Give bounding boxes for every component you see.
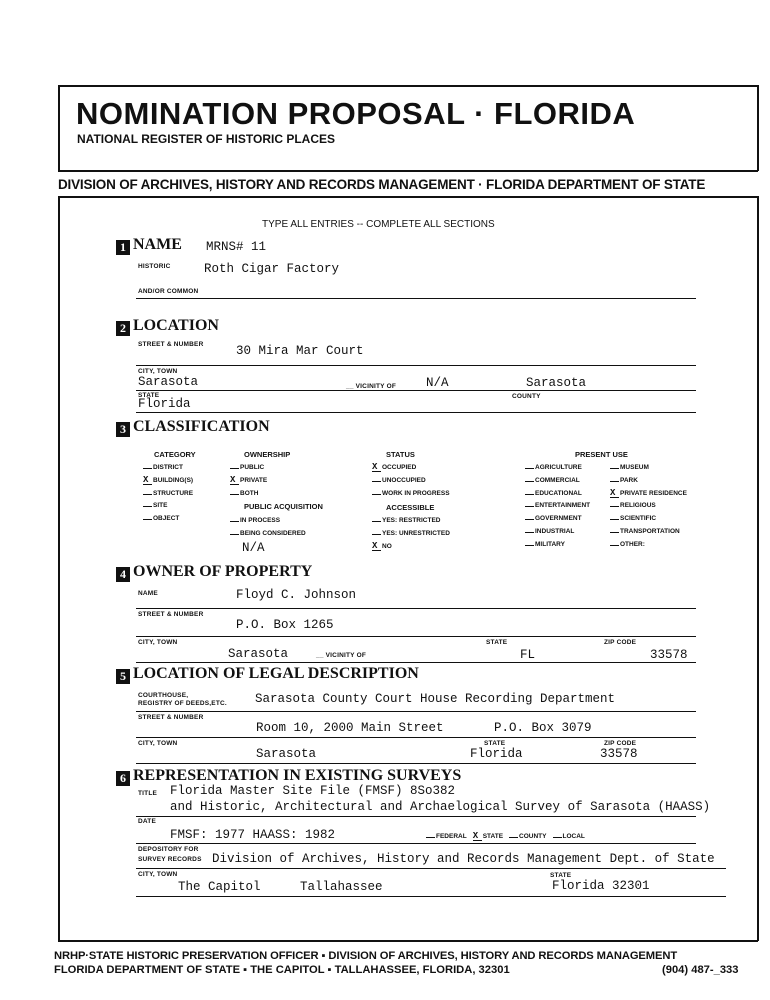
category-option[interactable]: DISTRICT xyxy=(143,462,193,475)
accessible-option[interactable]: X NO xyxy=(372,540,392,551)
depository-label-2: SURVEY RECORDS xyxy=(138,856,202,863)
ownership-option[interactable]: BOTH xyxy=(230,488,267,501)
acquisition-value[interactable]: N/A xyxy=(242,541,265,555)
historic-label: HISTORIC xyxy=(138,263,171,270)
footer-line-1: NRHP·STATE HISTORIC PRESERVATION OFFICER ▪ DIVISION OF ARCHIVES, HISTORY AND RECORDS MANAGEMENT xyxy=(54,950,678,962)
right-border-top xyxy=(757,85,759,171)
section-2-heading xyxy=(116,317,219,336)
owner-zip-label: ZIP CODE xyxy=(604,639,637,646)
survey-city-2[interactable]: Tallahassee xyxy=(300,880,383,894)
ownership-header: OWNERSHIP xyxy=(244,450,291,459)
location-vicinity[interactable]: N/A xyxy=(426,376,449,390)
owner-zip[interactable]: 33578 xyxy=(650,648,688,662)
owner-state-label: STATE xyxy=(486,639,508,646)
category-option[interactable]: STRUCTURE xyxy=(143,488,193,501)
status-header: STATUS xyxy=(386,450,415,459)
legal-pobox[interactable]: P.O. Box 3079 xyxy=(494,721,592,735)
mrns-number: MRNS# 11 xyxy=(206,240,267,254)
section-1-number: 1 xyxy=(116,240,130,255)
owner-state[interactable]: FL xyxy=(520,648,536,662)
section-5-number: 5 xyxy=(116,669,130,684)
survey-title-line-2[interactable]: and Historic, Architectural and Archaelogical Survey of Sarasota (HAASS) xyxy=(170,800,711,814)
survey-level-option[interactable]: FEDERAL xyxy=(426,833,467,841)
survey-state-label: STATE xyxy=(550,872,572,879)
present-use-options-right xyxy=(610,462,687,552)
owner-street-rule xyxy=(136,636,696,637)
form-title: NOMINATION PROPOSAL · FLORIDA xyxy=(76,96,636,131)
category-header: CATEGORY xyxy=(154,450,196,459)
street-label: STREET & NUMBER xyxy=(138,341,204,348)
owner-street[interactable]: P.O. Box 1265 xyxy=(236,618,334,632)
status-option[interactable]: UNOCCUPIED xyxy=(372,475,450,488)
present-use-header: PRESENT USE xyxy=(575,450,628,459)
section-6-number: 6 xyxy=(116,771,130,786)
top-border xyxy=(58,85,758,87)
division-rule-bottom xyxy=(58,196,758,198)
status-option[interactable]: X OCCUPIED xyxy=(372,462,417,472)
legal-street-rule xyxy=(136,737,696,738)
owner-city[interactable]: Sarasota xyxy=(228,647,289,661)
present-use-option[interactable]: RELIGIOUS xyxy=(610,500,687,513)
footer-phone: (904) 487-_333 xyxy=(662,964,739,976)
legal-city[interactable]: Sarasota xyxy=(256,747,317,761)
courthouse[interactable]: Sarasota County Court House Recording Department xyxy=(255,692,616,706)
division-banner: DIVISION OF ARCHIVES, HISTORY AND RECORDS MANAGEMENT · FLORIDA DEPARTMENT OF STATE xyxy=(58,177,706,192)
section-5-heading xyxy=(116,665,419,684)
section-1-heading xyxy=(116,236,182,255)
present-use-option[interactable]: EDUCATIONAL xyxy=(525,488,590,501)
present-use-option[interactable]: AGRICULTURE xyxy=(525,462,590,475)
survey-date[interactable]: FMSF: 1977 HAASS: 1982 xyxy=(170,828,336,842)
footer-line-2: FLORIDA DEPARTMENT OF STATE ▪ THE CAPITOL ▪ TALLAHASSEE, FLORIDA, 32301 xyxy=(54,964,510,976)
legal-street[interactable]: Room 10, 2000 Main Street xyxy=(256,721,444,735)
street-rule xyxy=(136,365,696,366)
section-4-heading xyxy=(116,563,312,582)
category-option[interactable]: SITE xyxy=(143,500,193,513)
owner-vicinity-label: __ VICINITY OF xyxy=(316,652,367,659)
depository[interactable]: Division of Archives, History and Records Management Dept. of State xyxy=(212,852,715,866)
present-use-option[interactable]: ENTERTAINMENT xyxy=(525,500,590,513)
section-2-title: LOCATION xyxy=(133,317,219,334)
survey-title-line-1[interactable]: Florida Master Site File (FMSF) 8So382 xyxy=(170,784,456,798)
acquisition-options xyxy=(230,515,306,541)
accessible-option[interactable]: YES: UNRESTRICTED xyxy=(372,528,450,541)
location-state[interactable]: Florida xyxy=(138,397,191,411)
survey-level-option[interactable]: LOCAL xyxy=(553,833,585,841)
section-6-title: REPRESENTATION IN EXISTING SURVEYS xyxy=(133,767,462,784)
accessible-header: ACCESSIBLE xyxy=(386,503,435,512)
survey-date-label: DATE xyxy=(138,818,157,825)
ownership-option[interactable]: X PRIVATE xyxy=(230,474,268,485)
section-3-number: 3 xyxy=(116,422,130,437)
section-4-title: OWNER OF PROPERTY xyxy=(133,563,313,580)
present-use-options-left xyxy=(525,462,590,552)
survey-title-rule xyxy=(136,816,696,817)
owner-city-rule xyxy=(136,662,696,663)
location-county[interactable]: Sarasota xyxy=(526,376,587,390)
present-use-option[interactable]: X PRIVATE RESIDENCE xyxy=(610,487,687,498)
legal-city-rule xyxy=(136,763,696,764)
bottom-border xyxy=(58,940,758,942)
legal-state[interactable]: Florida xyxy=(470,747,523,761)
courthouse-rule xyxy=(136,711,696,712)
survey-state[interactable]: Florida 32301 xyxy=(552,879,650,893)
present-use-option[interactable]: INDUSTRIAL xyxy=(525,526,590,539)
survey-level-option[interactable]: COUNTY xyxy=(509,833,546,841)
depository-rule xyxy=(136,868,726,869)
common-label: AND/OR COMMON xyxy=(138,288,199,295)
acquisition-option[interactable]: IN PROCESS xyxy=(230,515,306,528)
present-use-option[interactable]: MUSEUM xyxy=(610,462,687,475)
county-label: COUNTY xyxy=(512,393,541,400)
category-option[interactable]: X BUILDING(S) xyxy=(143,474,194,485)
location-city[interactable]: Sarasota xyxy=(138,375,199,389)
survey-title-label: TITLE xyxy=(138,790,158,797)
status-option[interactable]: WORK IN PROGRESS xyxy=(372,488,450,501)
owner-street-label: STREET & NUMBER xyxy=(138,611,204,618)
status-options xyxy=(372,462,450,500)
state-rule xyxy=(136,412,696,413)
section-1-rule xyxy=(136,298,696,299)
courthouse-label-2: REGISTRY OF DEEDS,ETC. xyxy=(138,700,227,707)
present-use-option[interactable]: COMMERCIAL xyxy=(525,475,590,488)
left-border xyxy=(58,196,60,941)
survey-levels xyxy=(426,833,585,841)
vicinity-label: __ VICINITY OF xyxy=(346,383,397,390)
legal-street-label: STREET & NUMBER xyxy=(138,714,204,721)
ownership-option[interactable]: PUBLIC xyxy=(230,462,267,475)
present-use-option[interactable]: SCIENTIFIC xyxy=(610,513,687,526)
location-street[interactable]: 30 Mira Mar Court xyxy=(236,344,364,358)
legal-zip-label: ZIP CODE xyxy=(604,740,637,747)
present-use-option[interactable]: OTHER: xyxy=(610,539,687,552)
instructions: TYPE ALL ENTRIES -- COMPLETE ALL SECTIONS xyxy=(262,219,495,230)
category-options xyxy=(143,462,193,526)
present-use-option[interactable]: MILITARY xyxy=(525,539,590,552)
legal-city-label: CITY, TOWN xyxy=(138,740,178,747)
survey-city[interactable]: The Capitol xyxy=(178,880,261,894)
owner-name-label: NAME xyxy=(138,590,158,597)
section-3-heading xyxy=(116,418,270,437)
state-label: STATE xyxy=(138,392,160,399)
acquisition-header: PUBLIC ACQUISITION xyxy=(244,502,323,511)
owner-city-label: CITY, TOWN xyxy=(138,639,178,646)
category-option[interactable]: OBJECT xyxy=(143,513,193,526)
survey-city-rule xyxy=(136,896,726,897)
survey-city-label: CITY, TOWN xyxy=(138,871,178,878)
survey-date-rule xyxy=(136,843,696,844)
section-4-number: 4 xyxy=(116,567,130,582)
left-border-top xyxy=(58,85,60,171)
city-rule xyxy=(136,390,696,391)
section-1-title: NAME xyxy=(133,236,182,253)
accessible-option[interactable]: YES: RESTRICTED xyxy=(372,515,450,528)
present-use-option[interactable]: GOVERNMENT xyxy=(525,513,590,526)
division-rule-top xyxy=(58,170,758,172)
legal-state-label: STATE xyxy=(484,740,506,747)
courthouse-label-1: COURTHOUSE, xyxy=(138,692,189,699)
form-subtitle: NATIONAL REGISTER OF HISTORIC PLACES xyxy=(77,132,336,146)
owner-name-rule xyxy=(136,608,696,609)
ownership-options xyxy=(230,462,267,500)
right-border xyxy=(757,196,759,941)
legal-zip[interactable]: 33578 xyxy=(600,747,638,761)
acquisition-option[interactable]: BEING CONSIDERED xyxy=(230,528,306,541)
depository-label-1: DEPOSITORY FOR xyxy=(138,846,199,853)
owner-name[interactable]: Floyd C. Johnson xyxy=(236,588,357,602)
section-3-title: CLASSIFICATION xyxy=(133,418,270,435)
present-use-option[interactable]: PARK xyxy=(610,475,687,488)
present-use-option[interactable]: TRANSPORTATION xyxy=(610,526,687,539)
section-2-number: 2 xyxy=(116,321,130,336)
section-5-title: LOCATION OF LEGAL DESCRIPTION xyxy=(133,665,419,682)
accessible-options xyxy=(372,515,450,553)
city-label: CITY, TOWN xyxy=(138,368,178,375)
survey-level-option[interactable]: X STATE xyxy=(472,831,504,841)
historic-name[interactable]: Roth Cigar Factory xyxy=(204,262,340,276)
